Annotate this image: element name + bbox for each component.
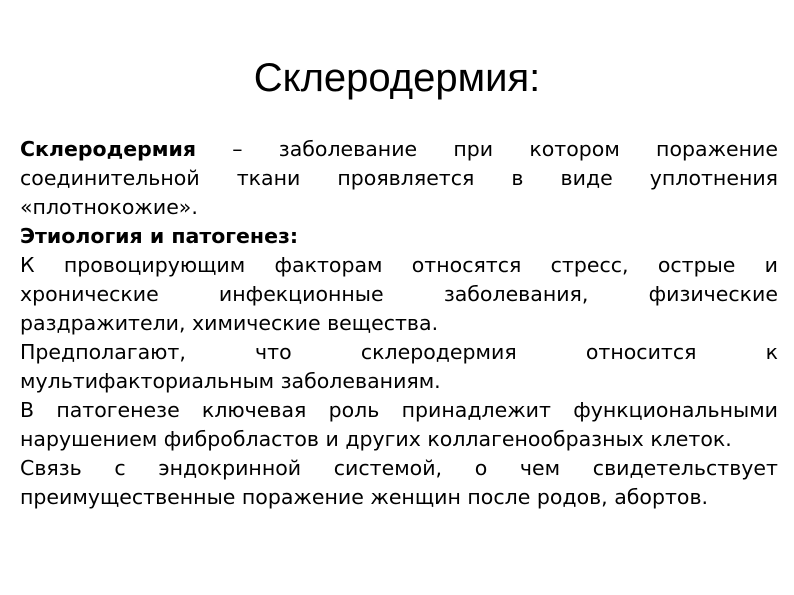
slide-body <box>20 135 778 512</box>
definition-paragraph <box>20 135 778 222</box>
definition-text: – заболевание при котором поражение соединительной ткани проявляется в виде уплотнения «плотнокожие». <box>20 137 778 219</box>
section-heading: Этиология и патогенез: <box>20 224 299 248</box>
paragraph-multifactorial: Предполагают, что склеродермия относится к мультифакториальным заболеваниям. <box>20 340 778 393</box>
paragraph-pathogenesis: В патогенезе ключевая роль принадлежит функциональными нарушением фибробластов и других коллагенообразных клеток. <box>20 398 778 451</box>
paragraph-endocrine: Связь с эндокринной системой, о чем свидетельствует преимущественные поражение женщин после родов, абортов. <box>20 456 778 509</box>
slide-title: Склеродермия: <box>253 56 541 100</box>
paragraph-factors: К провоцирующим факторам относятся стресс, острые и хронические инфекционные заболевания, физические раздражители, химические вещества. <box>20 253 778 335</box>
definition-term: Склеродермия <box>20 137 197 161</box>
